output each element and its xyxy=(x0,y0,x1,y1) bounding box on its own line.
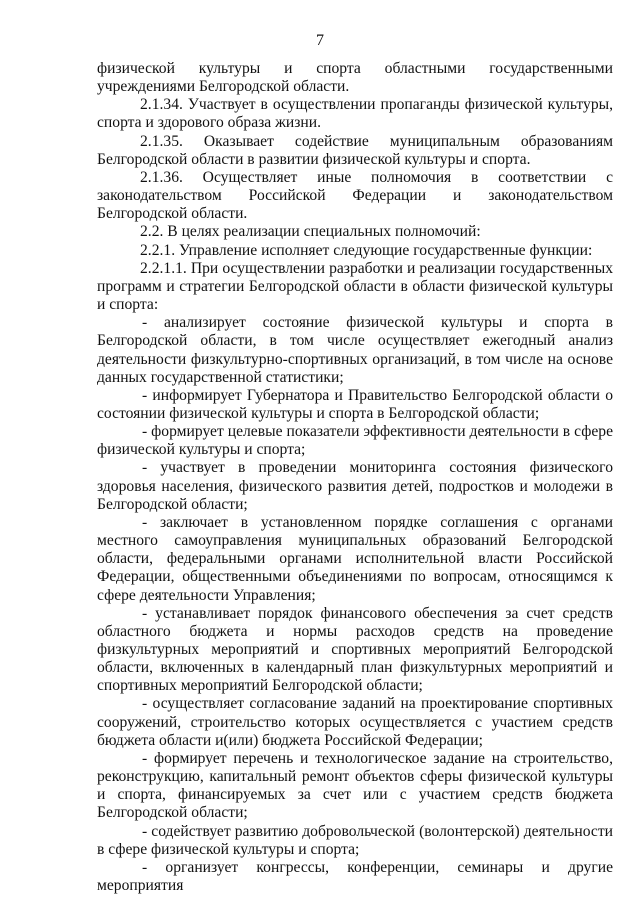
list-item-financing: - устанавливает порядок финансового обеспечения за счет средств областного бюджета и нормы расходов средств на проведение физкультурных мероприятий и спортивных мероприятий Белгородской области, включенных в календарный план физкультурных мероприятий и спортивных мероприятий Белгородской области; xyxy=(97,604,613,695)
paragraph-continuation: физической культуры и спорта областными государственными учреждениями Белгородской области. xyxy=(97,60,613,96)
paragraph-2-2: 2.2. В целях реализации специальных полномочий: xyxy=(140,223,481,241)
list-item-inform: - информирует Губернатора и Правительство Белгородской области о состоянии физической культуры и спорта в Белгородской области; xyxy=(97,386,613,422)
paragraph-2-2-1-1: 2.2.1.1. При осуществлении разработки и реализации государственных программ и стратегии Белгородской области в области физической культуры и спорта: xyxy=(97,259,613,314)
paragraph-2-1-36: 2.1.36. Осуществляет иные полномочия в соответствии с законодательством Российской Федерации и законодательством Белгородской области. xyxy=(97,168,613,223)
list-item-agreements: - заключает в установленном порядке соглашения с органами местного самоуправления муниципальных образований Белгородской области, федеральными органами исполнительной власти Российской Федерации, общественными объединениями по вопросам, относящимся к сфере деятельности Управления; xyxy=(97,513,613,604)
document-body xyxy=(97,60,613,895)
paragraph-2-2-1: 2.2.1. Управление исполняет следующие государственные функции: xyxy=(140,241,593,259)
list-item-monitoring: - участвует в проведении мониторинга состояния физического здоровья населения, физического развития детей, подростков и молодежи в Белгородской области; xyxy=(97,459,613,513)
list-item-construction-list: - формирует перечень и технологическое задание на строительство, реконструкцию, капитальный ремонт объектов сферы физической культуры и спорта, финансируемых за счет или с участием средств бюджета Белгородской области; xyxy=(97,749,613,822)
paragraph-2-1-35: 2.1.35. Оказывает содействие муниципальным образованиям Белгородской области в развитии физической культуры и спорта. xyxy=(97,132,613,168)
list-item-volunteering: - содействует развитию добровольческой (волонтерской) деятельности в сфере физической культуры и спорта; xyxy=(97,822,613,858)
list-item-analysis: - анализирует состояние физической культуры и спорта в Белгородской области, в том числе осуществляет ежегодный анализ деятельности физкультурно-спортивных организаций, в том числе на основе данных государственной статистики; xyxy=(97,314,613,386)
page-number: 7 xyxy=(316,32,324,49)
list-item-congresses: - организует конгрессы, конференции, семинары и другие мероприятия xyxy=(97,858,613,895)
paragraph-2-1-34: 2.1.34. Участвует в осуществлении пропаганды физической культуры, спорта и здорового образа жизни. xyxy=(97,96,613,132)
list-item-design-approval: - осуществляет согласование заданий на проектирование спортивных сооружений, строительство которых осуществляется с участием средств бюджета области и(или) бюджета Российской Федерации; xyxy=(97,695,613,749)
list-item-indicators: - формирует целевые показатели эффективности деятельности в сфере физической культуры и спорта; xyxy=(97,423,613,459)
